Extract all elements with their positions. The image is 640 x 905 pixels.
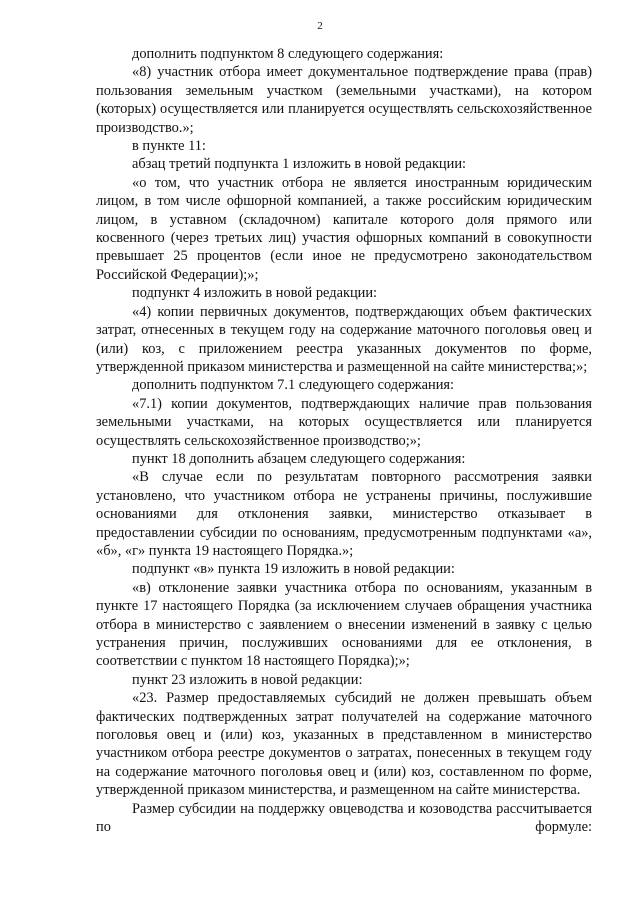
paragraph: в пункте 11: — [132, 138, 206, 155]
paragraph: абзац третий подпункта 1 изложить в новой редакции: — [132, 156, 467, 173]
paragraph: пункт 18 дополнить абзацем следующего содержания: — [132, 450, 466, 467]
paragraph: дополнить подпунктом 8 следующего содержания: — [132, 46, 444, 62]
paragraph: дополнить подпунктом 7.1 следующего содержания: — [132, 377, 455, 394]
paragraph: «8) участник отбора имеет документальное подтверждение права (прав) пользования земельным участком (земельными участками), на котором (которых) осуществляется или планируется осуществлять сельскохозяйственное производство.»; — [96, 64, 592, 136]
paragraph: Размер субсидии на поддержку овцеводства и козоводства рассчитывается по формуле: — [96, 800, 592, 836]
paragraph: подпункт «в» пункта 19 изложить в новой редакции: — [132, 561, 455, 578]
paragraph: «В случае если по результатам повторного рассмотрения заявки установлено, что участником отбора не устранены причины, послужившие основаниями для отклонения заявки, министерство отказывает в предоставлении субсидии по основаниям, предусмотренным подпунктами «а», «б», «г» пункта 19 настоящего Порядка.»; — [96, 469, 592, 559]
paragraph: «23. Размер предоставляемых субсидий не должен превышать объем фактических подтвержденных затрат получателей на содержание маточного поголовья овец и (или) коз, указанных в представленном в министерство участником отбора реестре документов о затратах, понесенных в текущем году на содержание маточного поголовья овец и (или) коз, составленном по форме, утвержденной приказом министерства, и размещенном на сайте министерства. — [96, 690, 592, 799]
paragraph: «7.1) копии документов, подтверждающих наличие прав пользования земельными участками, на которых осуществляется или планируется осуществлять сельскохозяйственное производство;»; — [96, 395, 592, 449]
paragraph: подпункт 4 изложить в новой редакции: — [132, 285, 378, 302]
paragraph: пункт 23 изложить в новой редакции: — [132, 671, 363, 688]
page-number: 2 — [317, 20, 323, 32]
document-body — [96, 45, 592, 836]
paragraph: «4) копии первичных документов, подтверждающих объем фактических затрат, отнесенных в текущем году на содержание маточного поголовья овец и (или) коз, с приложением реестра указанных документов по форме, утвержденной приказом министерства и размещенной на сайте министерства;»; — [96, 303, 592, 375]
paragraph: «о том, что участник отбора не является иностранным юридическим лицом, в том числе офшорной компанией, а также российским юридическим лицом, в уставном (складочном) капитале которого доля прямого или косвенного (через третьих лиц) участия офшорных компаний в совокупности превышает 25 процентов (если иное не предусмотрено законодательством Российской Федерации);»; — [96, 174, 592, 283]
paragraph: «в) отклонение заявки участника отбора по основаниям, указанным в пункте 17 настоящего Порядка (за исключением случаев обращения участника отбора в министерство с заявлением о внесении изменений в заявку с целью устранения причин, послуживших основаниями для ее отклонения, в соответствии с пунктом 18 настоящего Порядка);»; — [96, 579, 592, 670]
